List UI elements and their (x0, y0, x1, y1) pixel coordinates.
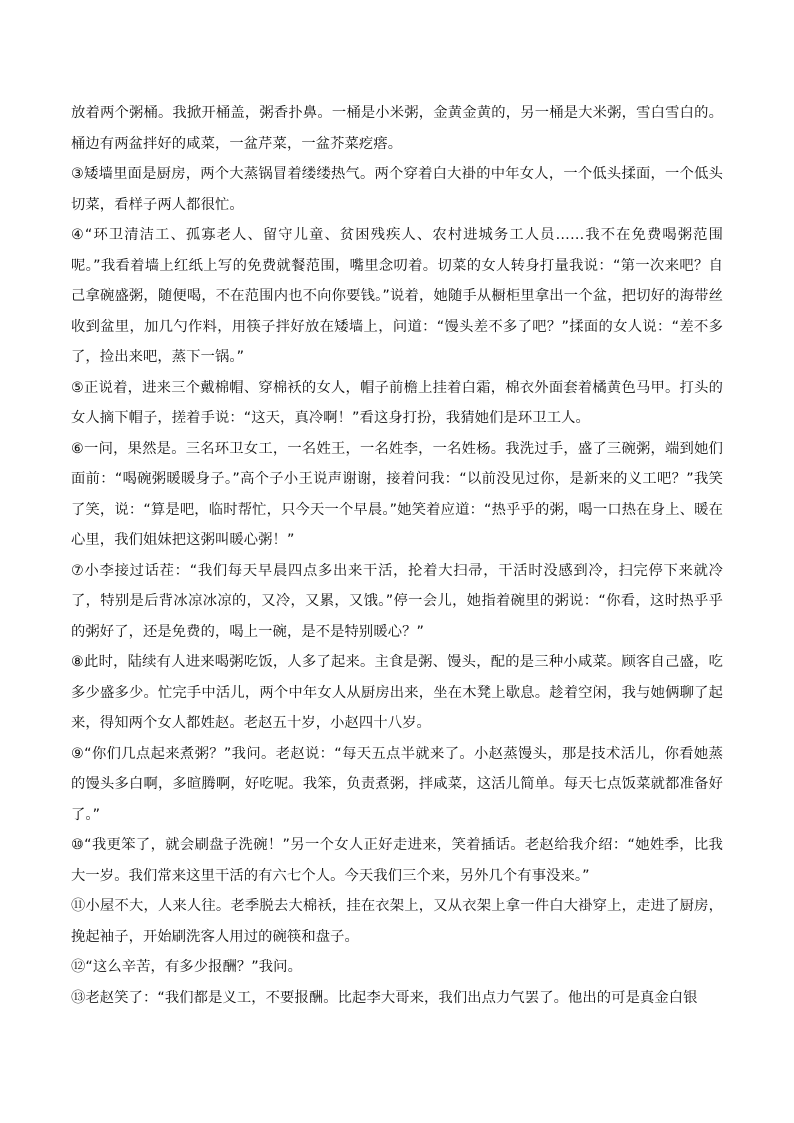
paragraph: ⑦小李接过话茬：“我们每天早晨四点多出来干活，抡着大扫帚，干活时没感到冷，扫完停下来就冷了，特别是后背冰凉冰凉的，又冷，又累，又饿。”停一会儿，她指着碗里的粥说：“你看，这时热乎乎的粥好了，还是免费的，喝上一碗，是不是特别暖心？” (71, 562, 723, 640)
paragraph: ⑨“你们几点起来煮粥？”我问。老赵说：“每天五点半就来了。小赵蒸馒头，那是技术活儿，你看她蒸的馒头多白啊，多暄腾啊，好吃呢。我笨，负责煮粥，拌咸菜，这活儿简单。每天七点饭菜就都准备好了。” (71, 745, 723, 823)
paragraph: ⑪小屋不大，人来人往。老季脱去大棉袄，挂在衣架上，又从衣架上拿一件白大褂穿上，走进了厨房，挽起袖子，开始刷洗客人用过的碗筷和盘子。 (71, 898, 723, 945)
paragraph: 放着两个粥桶。我掀开桶盖，粥香扑鼻。一桶是小米粥，金黄金黄的，另一桶是大米粥，雪白雪白的。桶边有两盆拌好的咸菜，一盆芹菜，一盆芥菜疙瘩。 (71, 105, 723, 152)
paragraph: ④“环卫清洁工、孤寡老人、留守儿童、贫困残疾人、农村进城务工人员……我不在免费喝粥范围呢。”我看着墙上红纸上写的免费就餐范围，嘴里念叨着。切菜的女人转身打量我说：“第一次来吧？自己拿碗盛粥，随便喝，不在范围内也不向你要钱。”说着，她随手从橱柜里拿出一个盆，把切好的海带丝收到盆里，加几勺作料，用筷子拌好放在矮墙上，问道：“馒头差不多了吧？”揉面的女人说：“差不多了，捡出来吧，蒸下一锅。” (71, 227, 723, 365)
paragraph: ⑧此时，陆续有人进来喝粥吃饭，人多了起来。主食是粥、馒头，配的是三种小咸菜。顾客自己盛，吃多少盛多少。忙完手中活儿，两个中年女人从厨房出来，坐在木凳上歇息。趁着空闲，我与她俩聊了起来，得知两个女人都姓赵。老赵五十岁，小赵四十八岁。 (71, 654, 723, 731)
paragraph: ③矮墙里面是厨房，两个大蒸锅冒着缕缕热气。两个穿着白大褂的中年女人，一个低头揉面，一个低头切菜，看样子两人都很忙。 (71, 166, 723, 213)
paragraph: ⑤正说着，进来三个戴棉帽、穿棉袄的女人，帽子前檐上挂着白霜，棉衣外面套着橘黄色马甲。打头的女人摘下帽子，搓着手说：“这天，真冷啊！”看这身打扮，我猜她们是环卫工人。 (71, 379, 723, 426)
paragraph: ⑩“我更笨了，就会刷盘子洗碗！”另一个女人正好走进来，笑着插话。老赵给我介绍：“她姓季，比我大一岁。我们常来这里干活的有六七个人。今天我们三个来，另外几个有事没来。” (71, 837, 723, 884)
paragraph: ⑫“这么辛苦，有多少报酬？”我问。 (71, 959, 302, 975)
paragraph: ⑬老赵笑了：“我们都是义工，不要报酬。比起李大哥来，我们出点力气罢了。他出的可是真金白银 (71, 989, 698, 1006)
paragraph: ⑥一问，果然是。三名环卫女工，一名姓王，一名姓李，一名姓杨。我洗过手，盛了三碗粥，端到她们面前：“喝碗粥暖暖身子。”高个子小王说声谢谢，接着问我：“以前没见过你，是新来的义工吧？”我笑了笑，说：“算是吧，临时帮忙，只今天一个早晨。”她笑着应道：“热乎乎的粥，喝一口热在身上、暖在心里，我们姐妹把这粥叫暖心粥！” (71, 440, 723, 548)
article-body (71, 98, 723, 1013)
